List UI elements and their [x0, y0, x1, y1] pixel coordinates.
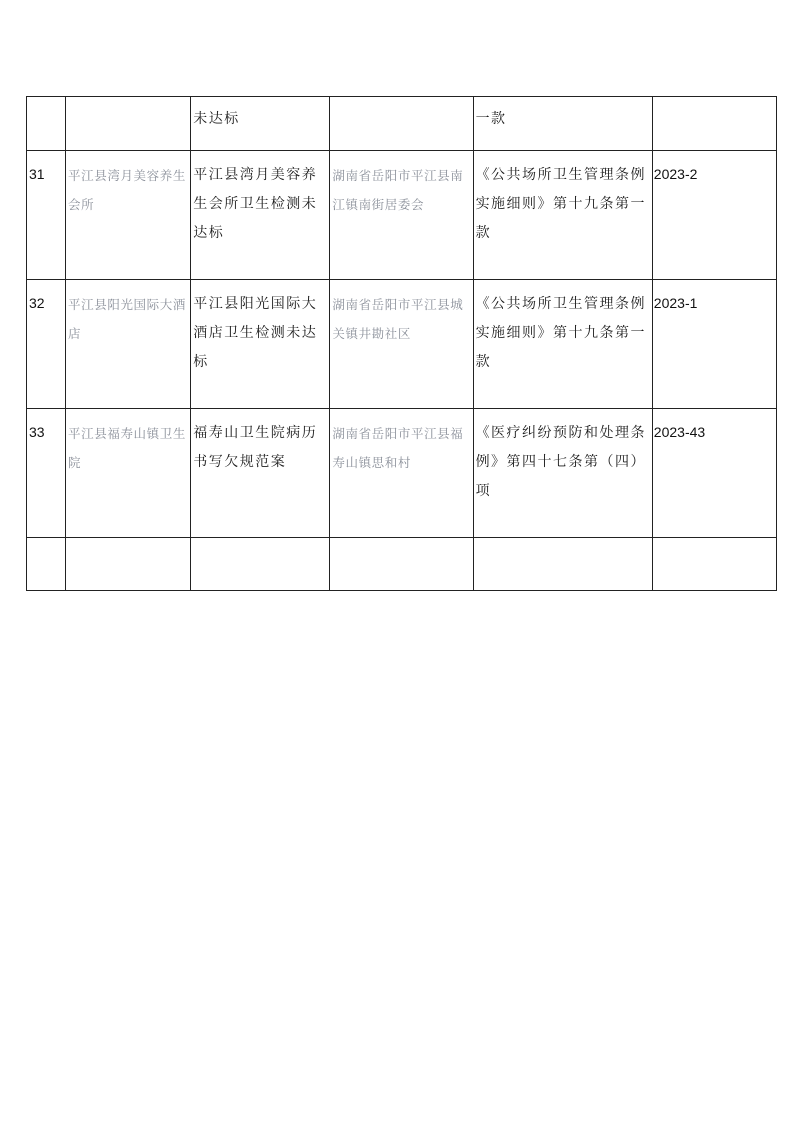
cell-no: [27, 151, 66, 280]
table-row-empty: [27, 538, 777, 591]
cell-name: [66, 538, 191, 591]
entity-address: 湖南省岳阳市平江县福寿山镇思和村: [332, 426, 464, 470]
document-number: 2023-1: [653, 295, 698, 311]
entity-name: 平江县阳光国际大酒店: [68, 297, 186, 341]
cell-address: [330, 97, 473, 151]
row-number: 33: [29, 424, 45, 440]
cell-law: [473, 409, 652, 538]
table-row-continuation: [27, 97, 777, 151]
cell-item: [191, 538, 330, 591]
legal-basis: 《医疗纠纷预防和处理条例》第四十七条第（四）项: [475, 425, 647, 499]
cell-no: [27, 280, 66, 409]
cell-no: [27, 97, 66, 151]
document-number: 2023-2: [653, 166, 698, 182]
cell-address: [330, 280, 473, 409]
legal-basis: 《公共场所卫生管理条例实施细则》第十九条第一款: [475, 296, 647, 370]
law-text: 一款: [475, 111, 507, 127]
table-row: [27, 280, 777, 409]
cell-item: [191, 409, 330, 538]
cell-item: [191, 280, 330, 409]
cell-no: [27, 538, 66, 591]
table-row: [27, 409, 777, 538]
case-item: 平江县阳光国际大酒店卫生检测未达标: [193, 296, 318, 370]
cell-name: [66, 97, 191, 151]
item-text: 未达标: [193, 111, 240, 127]
entity-name: 平江县湾月美容养生会所: [68, 168, 186, 212]
case-item: 平江县湾月美容养生会所卫生检测未达标: [193, 167, 318, 241]
case-item: 福寿山卫生院病历书写欠规范案: [193, 425, 318, 470]
cell-law: [473, 280, 652, 409]
cell-no: [27, 409, 66, 538]
penalty-table: [26, 96, 777, 591]
legal-basis: 《公共场所卫生管理条例实施细则》第十九条第一款: [475, 167, 647, 241]
cell-doc: [652, 409, 776, 538]
cell-address: [330, 409, 473, 538]
table-row: [27, 151, 777, 280]
cell-name: [66, 151, 191, 280]
cell-name: [66, 409, 191, 538]
entity-address: 湖南省岳阳市平江县南江镇南街居委会: [332, 168, 464, 212]
row-number: 32: [29, 295, 45, 311]
cell-doc: [652, 151, 776, 280]
cell-law: [473, 151, 652, 280]
cell-address: [330, 538, 473, 591]
cell-doc: [652, 538, 776, 591]
entity-name: 平江县福寿山镇卫生院: [68, 426, 186, 470]
row-number: 31: [29, 166, 45, 182]
cell-law: [473, 538, 652, 591]
entity-address: 湖南省岳阳市平江县城关镇井勘社区: [332, 297, 464, 341]
cell-item: [191, 97, 330, 151]
cell-address: [330, 151, 473, 280]
cell-name: [66, 280, 191, 409]
cell-doc: [652, 97, 776, 151]
cell-doc: [652, 280, 776, 409]
cell-law: [473, 97, 652, 151]
document-number: 2023-43: [653, 424, 706, 440]
cell-item: [191, 151, 330, 280]
